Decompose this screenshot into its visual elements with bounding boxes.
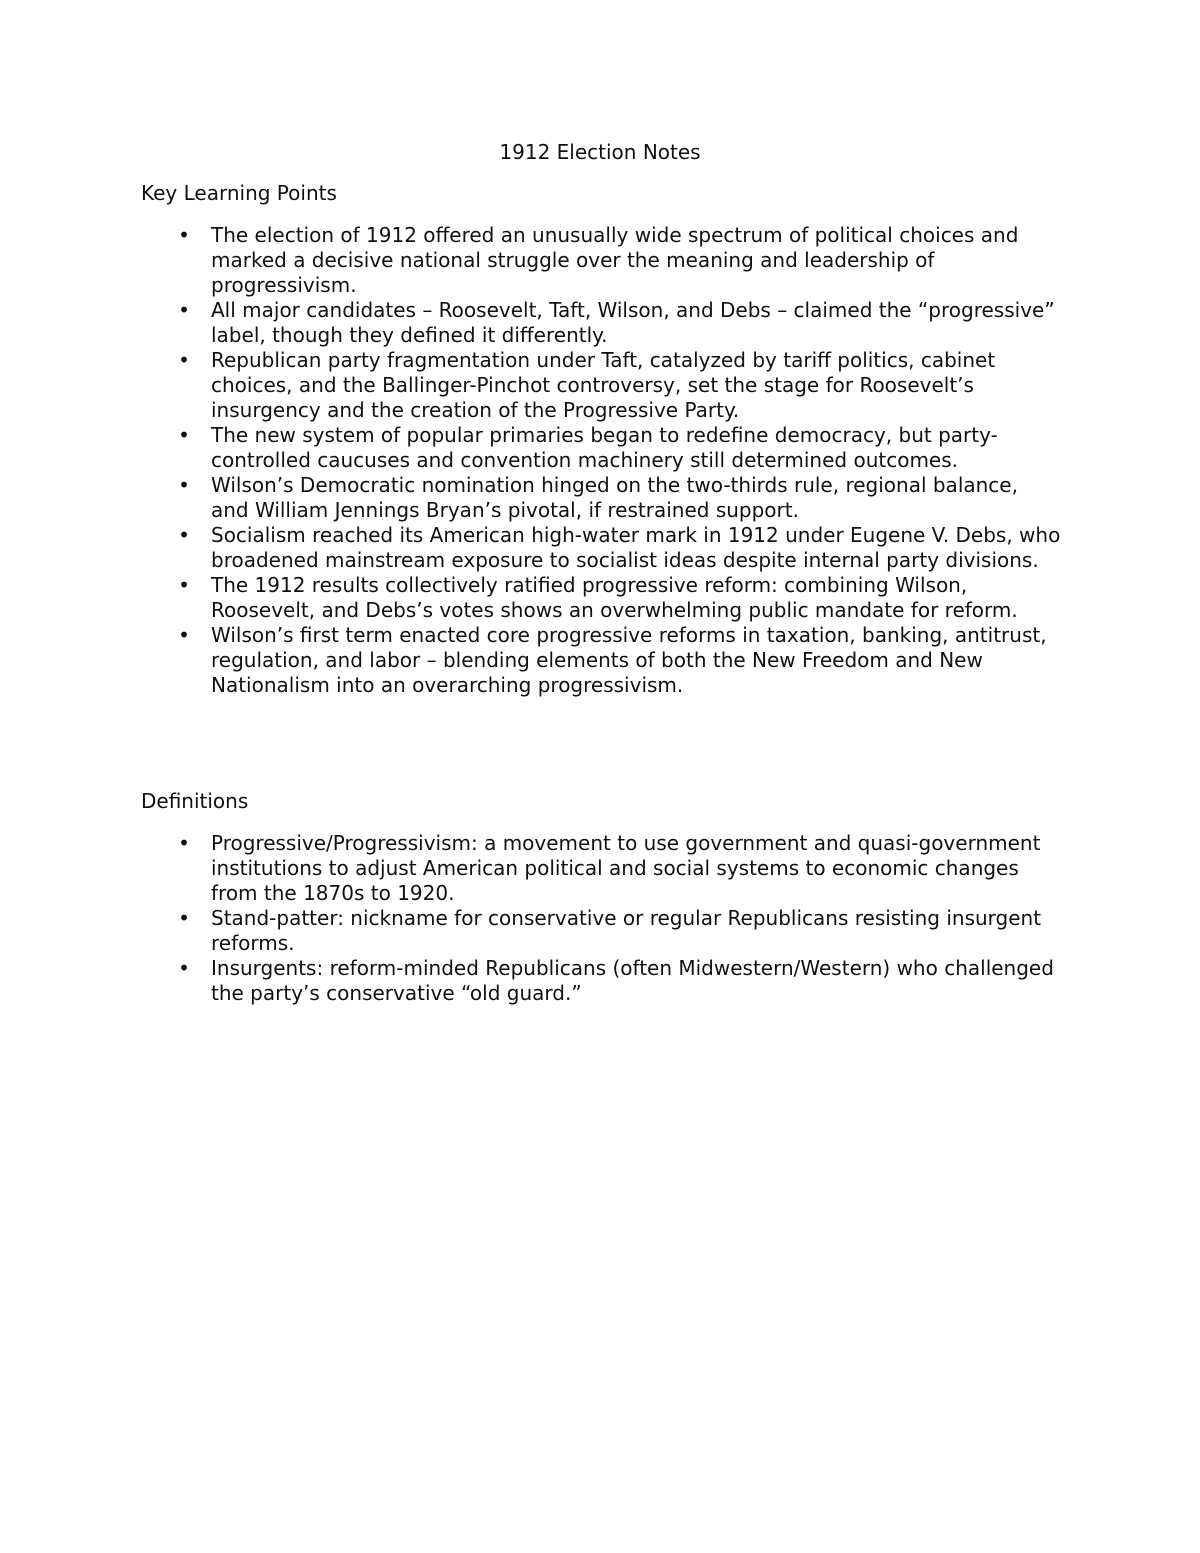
list-item [141,423,1061,473]
bullet-icon: • [178,906,190,930]
bullet-icon: • [178,956,190,980]
definitions-heading: Definitions [141,789,249,813]
key-learning-points-heading: Key Learning Points [141,181,337,205]
bullet-icon: • [178,831,190,855]
list-item [141,956,1061,1006]
list-item-text: Wilson’s first term enacted core progressive reforms in taxation, banking, antitrust, regulation, and labor – blending elements of both the New Freedom and New Nationalism into an overarching progressivism. [211,623,1047,697]
definition-text: Progressive/Progressivism: a movement to use government and quasi-government institutions to adjust American political and social systems to economic changes from the 1870s to 1920. [211,831,1041,905]
list-item-text: The election of 1912 offered an unusually wide spectrum of political choices and marked a decisive national struggle over the meaning and leadership of progressivism. [211,223,1019,297]
list-item [141,573,1061,623]
document-title: 1912 Election Notes [499,140,701,164]
list-item-text: All major candidates – Roosevelt, Taft, Wilson, and Debs – claimed the “progressive” label, though they defined it differently. [211,298,1055,347]
bullet-icon: • [178,298,190,322]
list-item [141,623,1061,698]
list-item-text: Wilson’s Democratic nomination hinged on the two-thirds rule, regional balance, and William Jennings Bryan’s pivotal, if restrained support. [211,473,1018,522]
definition-text: Stand-patter: nickname for conservative or regular Republicans resisting insurgent reforms. [211,906,1042,955]
bullet-icon: • [178,423,190,447]
bullet-icon: • [178,223,190,247]
list-item [141,223,1061,298]
list-item-text: Republican party fragmentation under Taft, catalyzed by tariff politics, cabinet choices, and the Ballinger-Pinchot controversy, set the stage for Roosevelt’s insurgency and the creation of the Progressive Party. [211,348,996,422]
definition-text: Insurgents: reform-minded Republicans (often Midwestern/Western) who challenged the party’s conservative “old guard.” [211,956,1054,1005]
list-item [141,906,1061,956]
list-item-text: Socialism reached its American high-water mark in 1912 under Eugene V. Debs, who broadened mainstream exposure to socialist ideas despite internal party divisions. [211,523,1061,572]
list-item [141,298,1061,348]
list-item [141,348,1061,423]
bullet-icon: • [178,573,190,597]
list-item [141,831,1061,906]
bullet-icon: • [178,348,190,372]
bullet-icon: • [178,523,190,547]
bullet-icon: • [178,623,190,647]
key-learning-points-list [141,223,1061,698]
definitions-list [141,831,1061,1006]
bullet-icon: • [178,473,190,497]
list-item-text: The new system of popular primaries began to redefine democracy, but party-controlled caucuses and convention machinery still determined outcomes. [211,423,998,472]
list-item [141,473,1061,523]
list-item [141,523,1061,573]
list-item-text: The 1912 results collectively ratified progressive reform: combining Wilson, Roosevelt, and Debs’s votes shows an overwhelming public mandate for reform. [211,573,1018,622]
